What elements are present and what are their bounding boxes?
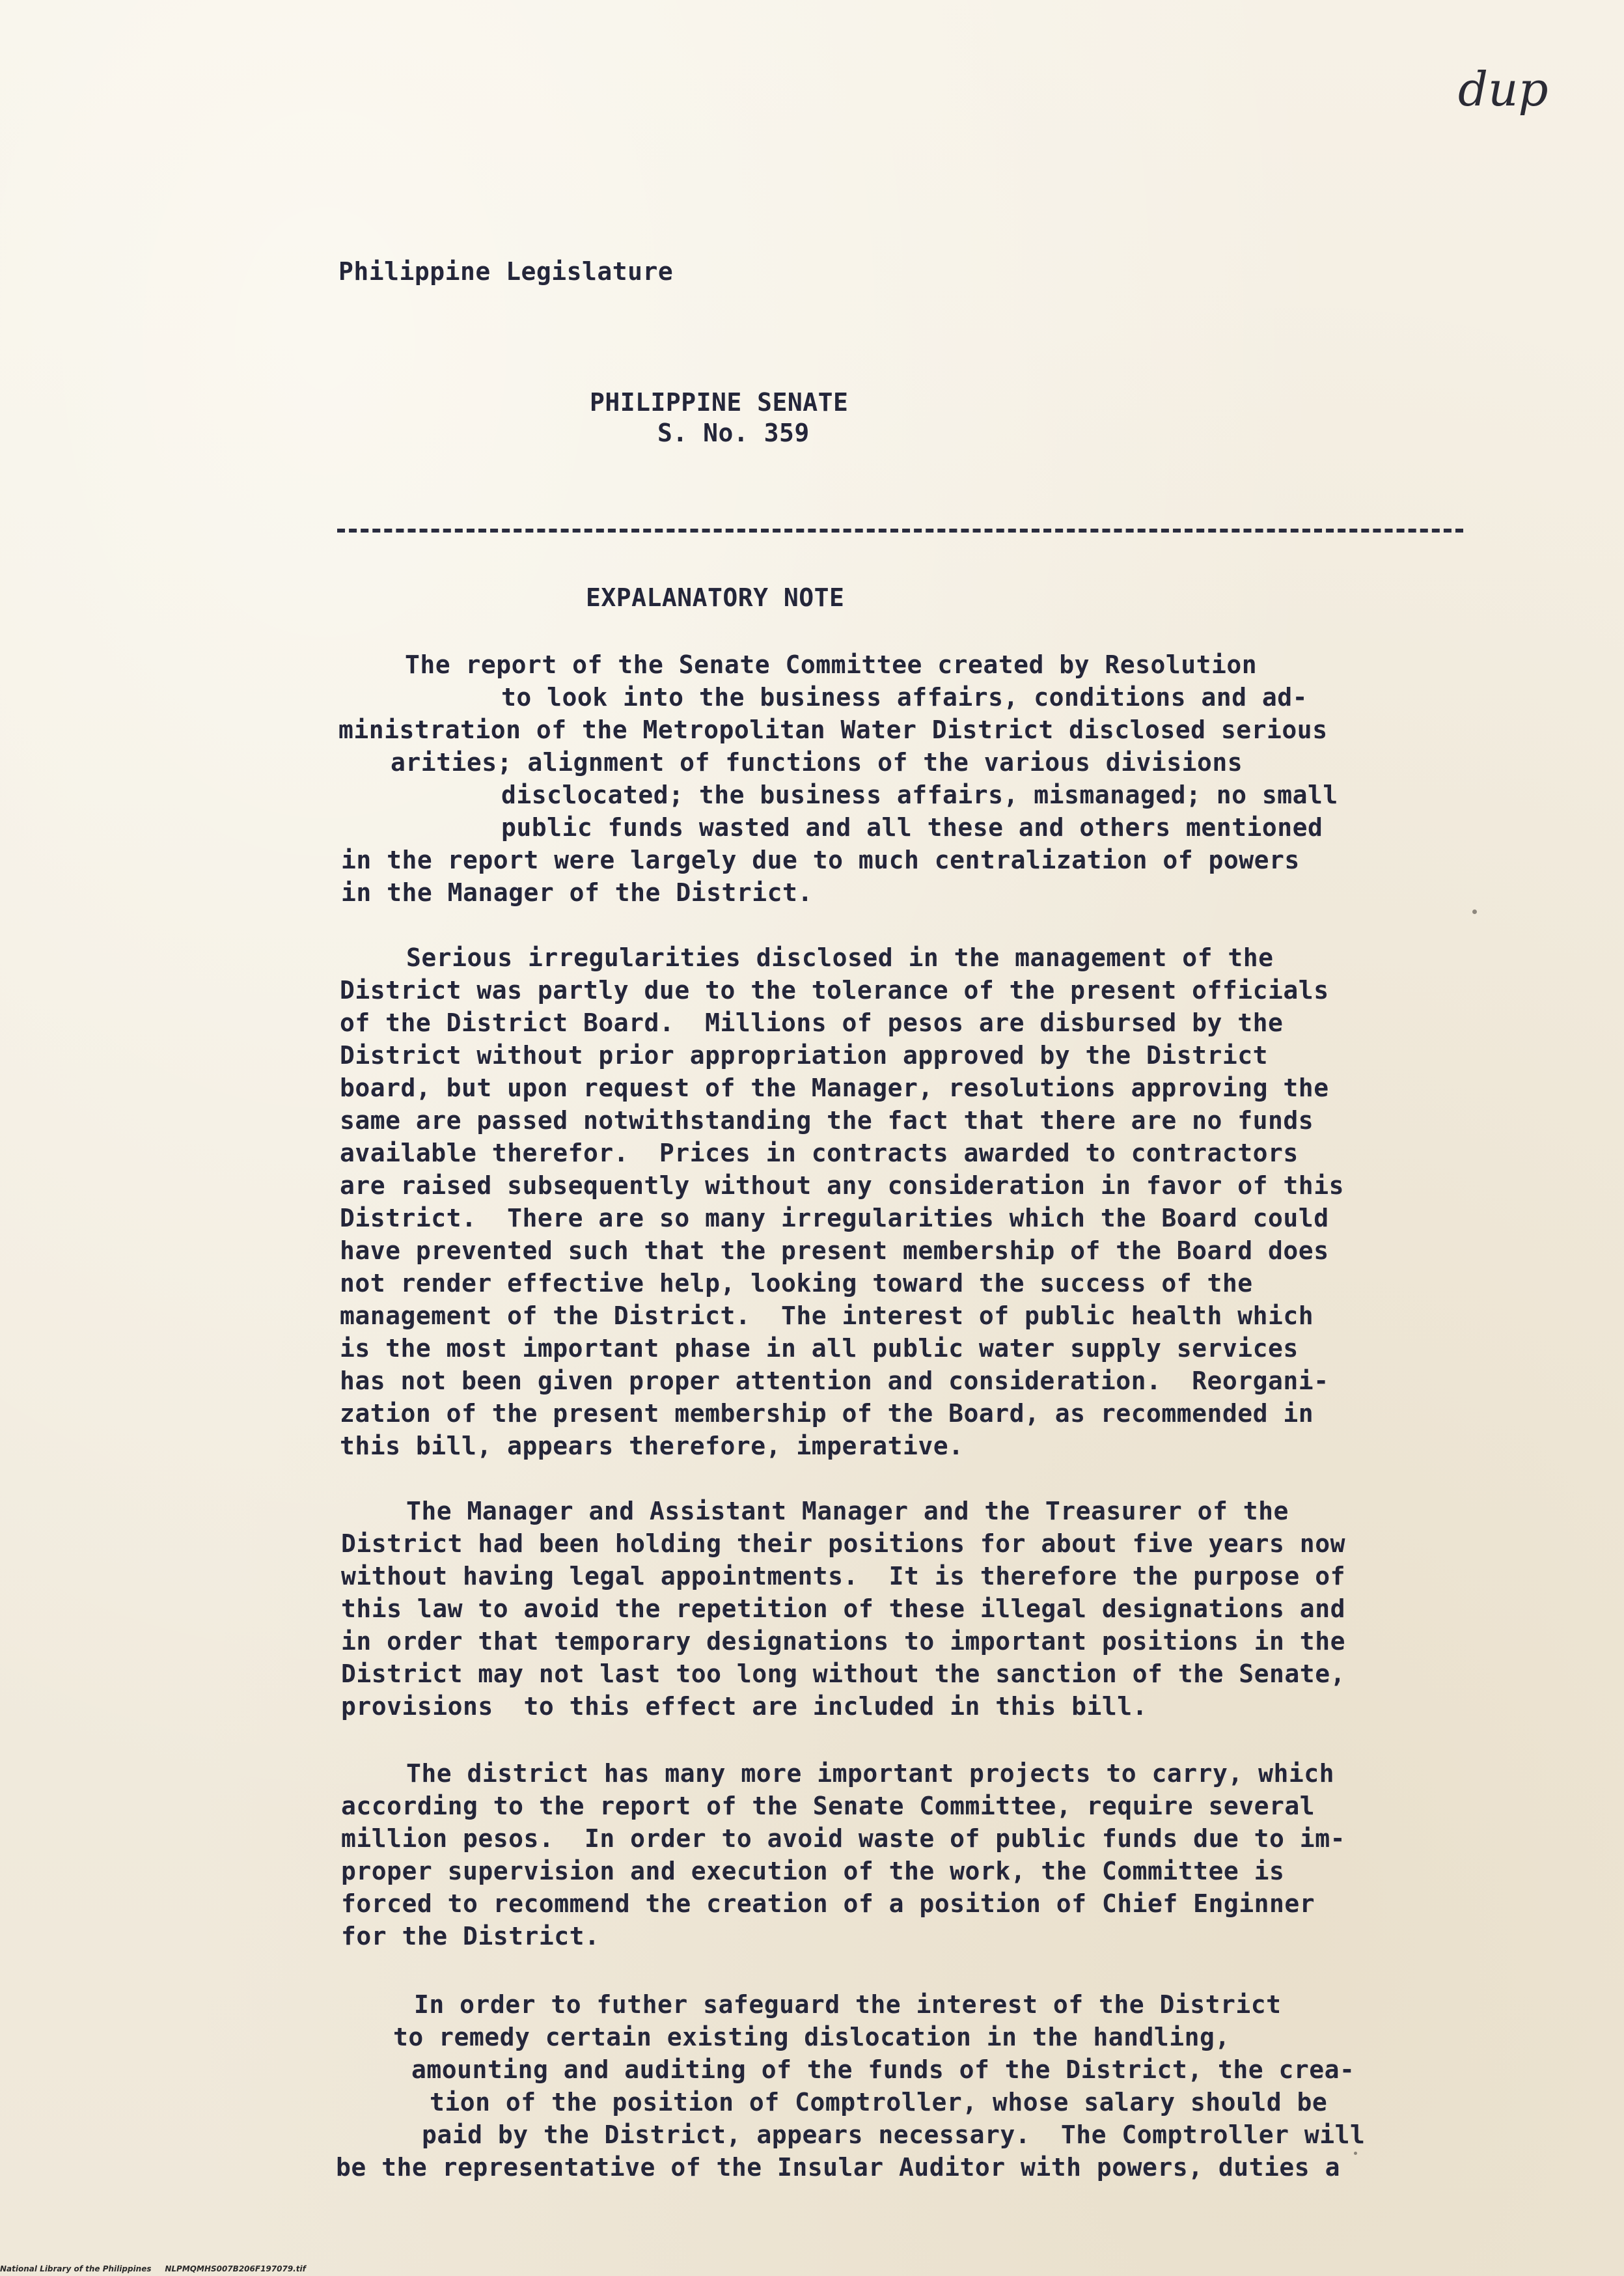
ink-speck [1354, 2152, 1357, 2155]
paragraph-line: has not been given proper attention and consideration. Reorgani- [340, 1367, 1329, 1395]
paragraph-line: for the District. [341, 1922, 600, 1950]
paragraph-line: forced to recommend the creation of a position of Chief Enginner [341, 1889, 1315, 1918]
paragraph-line: The district has many more important projects to carry, which [406, 1759, 1335, 1788]
paragraph-line: tion of the position of Comptroller, whose salary should be [430, 2088, 1328, 2116]
ink-speck [1472, 909, 1477, 914]
paragraph-line: proper supervision and execution of the work, the Committee is [341, 1857, 1285, 1885]
paragraph-line: District without prior appropriation approved by the District [340, 1041, 1269, 1070]
dashed-divider [337, 529, 1463, 533]
paragraph-line: have prevented such that the present membership of the Board does [340, 1236, 1329, 1265]
paragraph-line: in order that temporary designations to important positions in the [341, 1627, 1345, 1656]
paragraph-line: of the District Board. Millions of pesos are disbursed by the [340, 1008, 1284, 1037]
paragraph-line: board, but upon request of the Manager, resolutions approving the [340, 1074, 1329, 1102]
paragraph-line: million pesos. In order to avoid waste of public funds due to im- [341, 1824, 1345, 1853]
archive-footer: National Library of the Philippines NLPMQMHS007B206F197079.tif [0, 2264, 306, 2273]
paragraph-line: management of the District. The interest of public health which [340, 1301, 1314, 1330]
paragraph-line: be the representative of the Insular Auditor with powers, duties a [336, 2153, 1340, 2182]
paragraph-line: disclocated; the business affairs, mismanaged; no small [501, 781, 1338, 809]
paragraph-line: in the report were largely due to much centralization of powers [341, 846, 1300, 874]
paragraph-line: according to the report of the Senate Committee, require several [341, 1792, 1315, 1820]
paragraph-line: available therefor. Prices in contracts awarded to contractors [340, 1139, 1299, 1167]
note-title: EXPALANATORY NOTE [586, 583, 845, 612]
paragraph-line: ministration of the Metropolitan Water District disclosed serious [338, 715, 1328, 744]
paragraph-line: District may not last too long without the sanction of the Senate, [341, 1659, 1345, 1688]
paragraph-line: District was partly due to the tolerance of the present officials [340, 976, 1329, 1005]
bill-number: S. No. 359 [657, 419, 810, 447]
handwritten-annotation: dup [1458, 62, 1548, 117]
paragraph-line: District. There are so many irregularities which the Board could [340, 1204, 1329, 1232]
paragraph-line: Serious irregularities disclosed in the management of the [406, 943, 1274, 972]
paragraph-line: this law to avoid the repetition of these illegal designations and [341, 1594, 1345, 1623]
paragraph-line: without having legal appointments. It is therefore the purpose of [341, 1562, 1345, 1590]
paragraph-line: amounting and auditing of the funds of the District, the crea- [411, 2055, 1355, 2084]
paragraph-line: public funds wasted and all these and others mentioned [501, 813, 1323, 842]
paragraph-line: paid by the District, appears necessary. The Comptroller will [422, 2120, 1366, 2149]
paragraph-line: same are passed notwithstanding the fact that there are no funds [340, 1106, 1314, 1135]
paragraph-line: this bill, appears therefore, imperative. [340, 1432, 964, 1460]
paragraph-line: arities; alignment of functions of the various divisions [391, 748, 1243, 777]
paragraph-line: is the most important phase in all public water supply services [340, 1334, 1299, 1363]
paragraph-line: to remedy certain existing dislocation in the handling, [393, 2023, 1230, 2051]
paragraph-line: to look into the business affairs, conditions and ad- [501, 683, 1308, 712]
paragraph-line: District had been holding their positions for about five years now [341, 1529, 1345, 1558]
paragraph-line: are raised subsequently without any consideration in favor of this [340, 1171, 1344, 1200]
paragraph-line: in the Manager of the District. [341, 878, 813, 907]
paragraph-line: The Manager and Assistant Manager and the Treasurer of the [406, 1497, 1289, 1525]
paragraph-line: zation of the present membership of the Board, as recommended in [340, 1399, 1314, 1428]
legislature-heading: Philippine Legislature [338, 257, 674, 286]
paragraph-line: provisions to this effect are included in this bill. [341, 1692, 1148, 1721]
paragraph-line: not render effective help, looking toward the success of the [340, 1269, 1253, 1298]
paragraph-line: The report of the Senate Committee created by Resolution [405, 650, 1258, 679]
senate-heading: PHILIPPINE SENATE [590, 388, 849, 417]
paragraph-line: In order to futher safeguard the interest of the District [414, 1990, 1282, 2019]
